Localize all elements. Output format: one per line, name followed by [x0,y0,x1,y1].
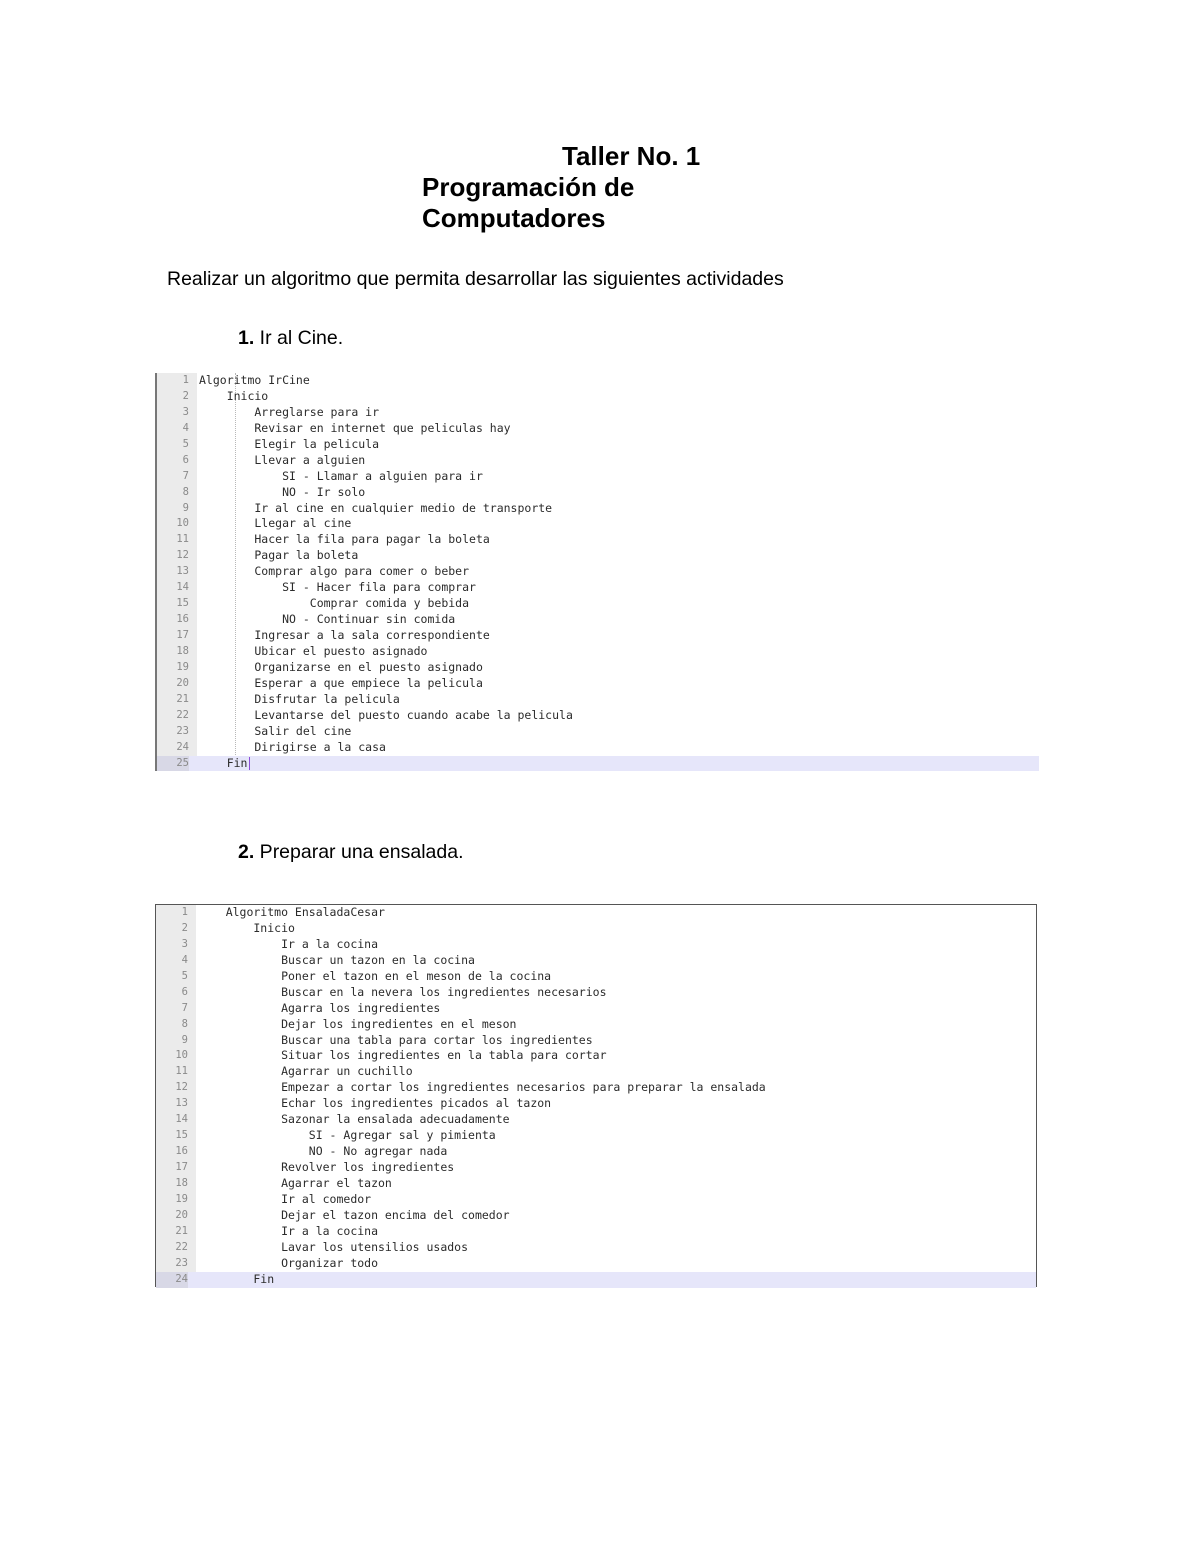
line-number: 14 [176,581,189,594]
line-number: 12 [176,549,189,562]
code-line[interactable] [157,740,1039,756]
code-line[interactable] [156,1176,1036,1192]
line-number: 2 [182,389,189,402]
task-item-1-number: 1. [238,327,255,349]
code-line[interactable] [156,1224,1036,1240]
code-line-text: Dejar los ingredientes en el meson [198,1016,517,1031]
line-number: 16 [175,1145,188,1158]
line-number: 3 [181,937,188,950]
line-number: 9 [182,501,189,514]
line-number: 20 [175,1208,188,1221]
line-number: 15 [176,597,189,610]
code-line-text: Comprar comida y bebida [199,596,470,611]
line-number: 17 [176,629,189,641]
line-number: 23 [176,724,189,737]
line-number: 1 [181,906,188,918]
code-line[interactable] [157,660,1039,676]
code-line[interactable] [156,1128,1036,1144]
code-line[interactable] [157,644,1039,660]
code-line[interactable] [156,905,1036,921]
line-number: 18 [175,1176,188,1189]
code-line-text: Buscar una tabla para cortar los ingredientes [198,1032,593,1047]
line-number: 23 [175,1256,188,1269]
line-number: 3 [182,405,189,418]
code-line[interactable] [156,1192,1036,1208]
code-line[interactable] [157,501,1039,517]
code-line[interactable] [156,1256,1036,1272]
line-number: 8 [181,1017,188,1030]
code-line-text: Ir a la cocina [198,936,379,951]
code-line[interactable] [157,532,1039,548]
code-line-text: Fin [198,1271,275,1286]
line-number: 10 [176,517,189,530]
code-editor-ircine[interactable] [155,373,1039,771]
doc-title-line-1: Taller No. 1 [562,141,701,171]
code-line[interactable] [157,469,1039,485]
code-line-text: Revisar en internet que peliculas hay [199,420,511,435]
line-number: 16 [176,613,189,626]
code-line-text: Dejar el tazon encima del comedor [198,1207,510,1222]
code-line[interactable] [157,708,1039,724]
code-line[interactable] [157,516,1039,532]
code-line-text: Dirigirse a la casa [199,739,386,754]
code-line[interactable] [156,953,1036,969]
line-number: 9 [181,1033,188,1046]
code-line-text: Ir al cine en cualquier medio de transporte [199,500,553,515]
line-number: 4 [181,953,188,966]
code-line[interactable] [157,628,1039,644]
line-number: 6 [182,453,189,466]
code-line-text: Ingresar a la sala correspondiente [199,628,490,642]
code-line[interactable] [156,1272,1036,1288]
line-number: 7 [181,1001,188,1014]
code-line-text: Inicio [199,388,269,403]
line-number: 10 [175,1049,188,1062]
line-number: 4 [182,421,189,434]
code-line-text: Buscar un tazon en la cocina [198,952,475,967]
line-number: 22 [175,1240,188,1253]
code-line-text: Algoritmo IrCine [199,373,310,387]
code-line-text: SI - Agregar sal y pimienta [198,1128,496,1143]
code-line[interactable] [156,1160,1036,1176]
code-line-text: Echar los ingredientes picados al tazon [198,1096,552,1111]
code-line-text: Pagar la boleta [199,548,359,563]
code-line-text: Revolver los ingredientes [198,1160,455,1174]
code-line[interactable] [156,937,1036,953]
code-line[interactable] [157,548,1039,564]
code-line-text: Organizar todo [198,1255,379,1270]
line-number: 17 [175,1161,188,1173]
line-number: 1 [182,374,189,386]
code-editor-ensalada[interactable] [155,904,1037,1287]
code-line[interactable] [157,453,1039,469]
code-line[interactable] [156,1080,1036,1096]
task-item-1 [238,327,343,350]
code-line-text: Hacer la fila para pagar la boleta [199,532,490,547]
task-item-1-text: Ir al Cine. [254,327,344,349]
code-line-text: Empezar a cortar los ingredientes necesarios para preparar la ensalada [198,1080,766,1095]
line-number: 13 [176,565,189,578]
code-line[interactable] [157,437,1039,453]
code-line[interactable] [157,389,1039,405]
code-line-text: Organizarse en el puesto asignado [199,659,483,674]
code-line-text: Agarrar el tazon [198,1175,392,1190]
text-caret [249,757,250,770]
code-line-text: Algoritmo EnsaladaCesar [198,905,385,919]
code-line[interactable] [156,969,1036,985]
code-line-text: Ir al comedor [198,1191,372,1206]
line-number: 21 [175,1224,188,1237]
line-number: 18 [176,644,189,657]
task-item-2-text: Preparar una ensalada. [254,841,464,863]
task-item-2-number: 2. [238,841,255,863]
code-line-text: Llegar al cine [199,516,352,531]
code-line-text: Esperar a que empiece la pelicula [199,675,483,690]
code-line[interactable] [156,1017,1036,1033]
doc-title-line-3: Computadores [422,203,606,233]
code-line-text: Fin [199,756,250,772]
line-number: 2 [181,921,188,934]
code-line[interactable] [156,1144,1036,1160]
code-line[interactable] [157,564,1039,580]
code-line[interactable] [157,756,1039,772]
code-line-text: Ubicar el puesto asignado [199,643,428,658]
line-number: 19 [176,660,189,673]
line-number: 7 [182,469,189,482]
code-line[interactable] [157,676,1039,692]
code-line-text: NO - Ir solo [199,484,366,499]
code-line[interactable] [156,1096,1036,1112]
code-line-text: Agarrar un cuchillo [198,1064,413,1079]
doc-title-line-2: Programación de [422,172,635,202]
code-line-text: Ir a la cocina [198,1223,379,1238]
code-line[interactable] [157,580,1039,596]
code-line-text: Elegir la pelicula [199,436,380,451]
task-statement: Realizar un algoritmo que permita desarrollar las siguientes actividades [167,268,784,290]
code-line-text: SI - Llamar a alguien para ir [199,468,483,483]
code-line[interactable] [157,596,1039,612]
line-number: 5 [181,969,188,982]
line-number: 19 [175,1192,188,1205]
line-number: 5 [182,437,189,450]
line-number: 20 [176,676,189,689]
code-line-text: SI - Hacer fila para comprar [199,580,476,595]
code-line-text: NO - Continuar sin comida [199,612,456,627]
line-number: 22 [176,708,189,721]
code-line[interactable] [157,724,1039,740]
line-number: 24 [156,1272,188,1288]
code-line-text: Arreglarse para ir [199,404,380,419]
code-line-text: Agarra los ingredientes [198,1000,441,1015]
code-line[interactable] [157,421,1039,437]
code-line[interactable] [156,985,1036,1001]
code-line[interactable] [156,1240,1036,1256]
code-line-text: Situar los ingredientes en la tabla para cortar [198,1048,607,1063]
task-item-2 [238,841,464,864]
code-line-text: Llevar a alguien [199,452,366,467]
line-number: 21 [176,692,189,705]
code-line[interactable] [157,612,1039,628]
code-line[interactable] [156,1001,1036,1017]
code-line-text: Levantarse del puesto cuando acabe la pelicula [199,707,573,722]
line-number: 8 [182,485,189,498]
line-number: 13 [175,1097,188,1110]
line-number: 11 [175,1065,188,1078]
code-line[interactable] [157,692,1039,708]
line-number: 25 [157,756,189,772]
code-line-text: Salir del cine [199,723,352,738]
code-line-text: Sazonar la ensalada adecuadamente [198,1112,510,1127]
code-line[interactable] [157,373,1039,389]
code-line[interactable] [156,1112,1036,1128]
code-line-text: Lavar los utensilios usados [198,1239,469,1254]
code-line[interactable] [156,1208,1036,1224]
code-line[interactable] [157,405,1039,421]
line-number: 11 [176,533,189,546]
code-line-text: Poner el tazon en el meson de la cocina [198,968,552,983]
line-number: 15 [175,1129,188,1142]
line-number: 6 [181,985,188,998]
code-line-text: Inicio [198,920,295,935]
line-number: 14 [175,1113,188,1126]
code-line-text: Disfrutar la pelicula [199,691,400,706]
code-line[interactable] [156,1064,1036,1080]
code-line-text: Comprar algo para comer o beber [199,564,470,579]
code-line[interactable] [156,1033,1036,1049]
code-line[interactable] [156,921,1036,937]
line-number: 12 [175,1081,188,1094]
code-line[interactable] [156,1048,1036,1064]
code-line-text: NO - No agregar nada [198,1144,448,1159]
code-line-text: Buscar en la nevera los ingredientes necesarios [198,984,607,999]
line-number: 24 [176,740,189,753]
code-line[interactable] [157,485,1039,501]
